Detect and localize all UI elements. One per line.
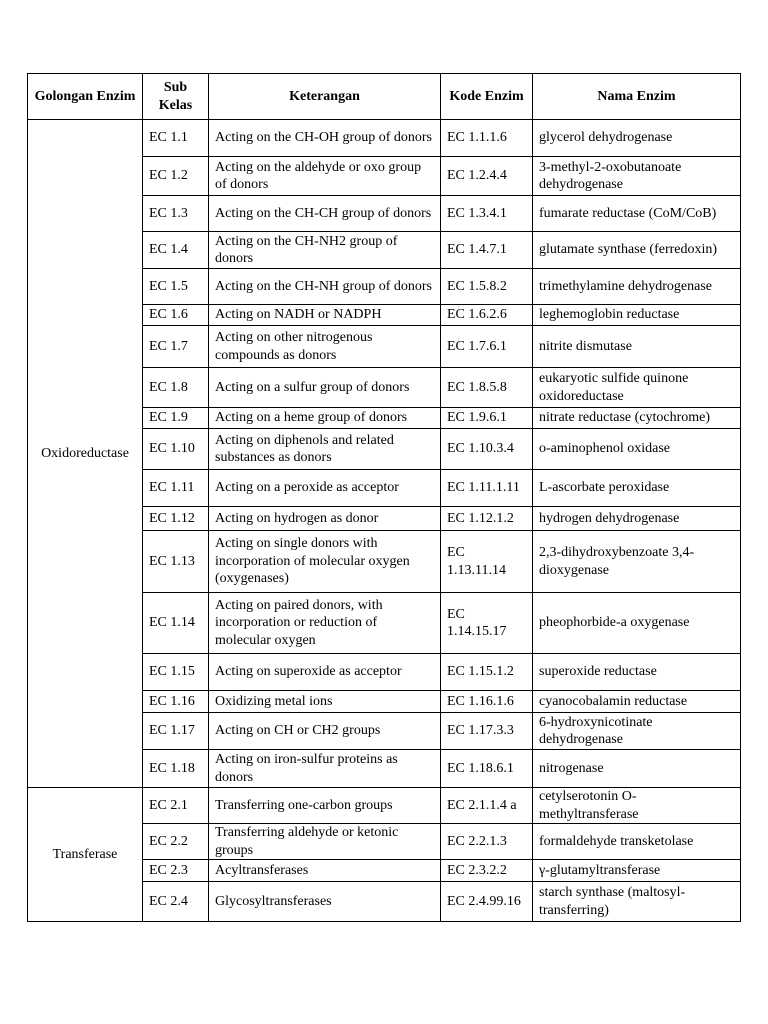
sub-kelas-cell: EC 1.1 [143, 120, 209, 157]
kode-enzim-cell: EC 1.16.1.6 [441, 691, 533, 713]
sub-kelas-cell: EC 1.14 [143, 593, 209, 654]
kode-enzim-cell: EC 1.14.15.17 [441, 593, 533, 654]
keterangan-cell: Acting on a peroxide as acceptor [209, 470, 441, 507]
nama-enzim-cell: glycerol dehydrogenase [533, 120, 741, 157]
keterangan-cell: Acting on diphenols and related substances as donors [209, 429, 441, 470]
keterangan-cell: Oxidizing metal ions [209, 691, 441, 713]
nama-enzim-cell: cetylserotonin O-methyltransferase [533, 788, 741, 824]
keterangan-cell: Acting on a heme group of donors [209, 408, 441, 429]
keterangan-cell: Transferring aldehyde or ketonic groups [209, 824, 441, 860]
keterangan-cell: Acting on hydrogen as donor [209, 507, 441, 531]
kode-enzim-cell: EC 2.4.99.16 [441, 882, 533, 922]
kode-enzim-cell: EC 1.12.1.2 [441, 507, 533, 531]
keterangan-cell: Acting on the aldehyde or oxo group of donors [209, 157, 441, 196]
keterangan-cell: Acting on the CH-CH group of donors [209, 196, 441, 232]
sub-kelas-cell: EC 1.12 [143, 507, 209, 531]
keterangan-cell: Acting on the CH-NH2 group of donors [209, 232, 441, 269]
nama-enzim-cell: pheophorbide-a oxygenase [533, 593, 741, 654]
kode-enzim-cell: EC 1.1.1.6 [441, 120, 533, 157]
enzyme-classification-table [27, 73, 741, 922]
sub-kelas-cell: EC 1.6 [143, 305, 209, 326]
sub-kelas-cell: EC 1.15 [143, 654, 209, 691]
kode-enzim-cell: EC 1.6.2.6 [441, 305, 533, 326]
header-golongan-enzim: Golongan Enzim [28, 74, 143, 120]
sub-kelas-cell: EC 2.1 [143, 788, 209, 824]
kode-enzim-cell: EC 2.1.1.4 a [441, 788, 533, 824]
sub-kelas-cell: EC 1.2 [143, 157, 209, 196]
header-keterangan: Keterangan [209, 74, 441, 120]
header-sub-kelas: Sub Kelas [143, 74, 209, 120]
sub-kelas-cell: EC 1.13 [143, 531, 209, 593]
nama-enzim-cell: hydrogen dehydrogenase [533, 507, 741, 531]
kode-enzim-cell: EC 1.4.7.1 [441, 232, 533, 269]
keterangan-cell: Acting on other nitrogenous compounds as donors [209, 326, 441, 368]
sub-kelas-cell: EC 1.3 [143, 196, 209, 232]
keterangan-cell: Acting on iron-sulfur proteins as donors [209, 750, 441, 788]
nama-enzim-cell: 6-hydroxynicotinate dehydrogenase [533, 713, 741, 750]
nama-enzim-cell: leghemoglobin reductase [533, 305, 741, 326]
group-name-cell: Transferase [28, 788, 143, 922]
keterangan-cell: Acting on paired donors, with incorporation or reduction of molecular oxygen [209, 593, 441, 654]
kode-enzim-cell: EC 2.2.1.3 [441, 824, 533, 860]
keterangan-cell: Acting on a sulfur group of donors [209, 368, 441, 408]
keterangan-cell: Transferring one-carbon groups [209, 788, 441, 824]
kode-enzim-cell: EC 1.8.5.8 [441, 368, 533, 408]
nama-enzim-cell: cyanocobalamin reductase [533, 691, 741, 713]
kode-enzim-cell: EC 1.2.4.4 [441, 157, 533, 196]
sub-kelas-cell: EC 1.9 [143, 408, 209, 429]
header-nama-enzim: Nama Enzim [533, 74, 741, 120]
keterangan-cell: Acyltransferases [209, 860, 441, 882]
nama-enzim-cell: 3-methyl-2-oxobutanoate dehydrogenase [533, 157, 741, 196]
group-name-cell: Oxidoreductase [28, 120, 143, 788]
sub-kelas-cell: EC 1.16 [143, 691, 209, 713]
sub-kelas-cell: EC 1.18 [143, 750, 209, 788]
keterangan-cell: Acting on the CH-NH group of donors [209, 269, 441, 305]
kode-enzim-cell: EC 1.7.6.1 [441, 326, 533, 368]
kode-enzim-cell: EC 1.9.6.1 [441, 408, 533, 429]
nama-enzim-cell: 2,3-dihydroxybenzoate 3,4-dioxygenase [533, 531, 741, 593]
nama-enzim-cell: nitrite dismutase [533, 326, 741, 368]
sub-kelas-cell: EC 1.10 [143, 429, 209, 470]
nama-enzim-cell: o-aminophenol oxidase [533, 429, 741, 470]
kode-enzim-cell: EC 2.3.2.2 [441, 860, 533, 882]
sub-kelas-cell: EC 1.11 [143, 470, 209, 507]
nama-enzim-cell: γ-glutamyltransferase [533, 860, 741, 882]
sub-kelas-cell: EC 1.4 [143, 232, 209, 269]
kode-enzim-cell: EC 1.15.1.2 [441, 654, 533, 691]
keterangan-cell: Glycosyltransferases [209, 882, 441, 922]
table-row [28, 788, 741, 824]
table-body [28, 120, 741, 922]
kode-enzim-cell: EC 1.11.1.11 [441, 470, 533, 507]
header-kode-enzim: Kode Enzim [441, 74, 533, 120]
nama-enzim-cell: L-ascorbate peroxidase [533, 470, 741, 507]
kode-enzim-cell: EC 1.13.11.14 [441, 531, 533, 593]
nama-enzim-cell: starch synthase (maltosyl-transferring) [533, 882, 741, 922]
nama-enzim-cell: nitrate reductase (cytochrome) [533, 408, 741, 429]
kode-enzim-cell: EC 1.10.3.4 [441, 429, 533, 470]
sub-kelas-cell: EC 1.8 [143, 368, 209, 408]
nama-enzim-cell: glutamate synthase (ferredoxin) [533, 232, 741, 269]
keterangan-cell: Acting on single donors with incorporation of molecular oxygen (oxygenases) [209, 531, 441, 593]
kode-enzim-cell: EC 1.17.3.3 [441, 713, 533, 750]
sub-kelas-cell: EC 2.2 [143, 824, 209, 860]
keterangan-cell: Acting on the CH-OH group of donors [209, 120, 441, 157]
sub-kelas-cell: EC 1.5 [143, 269, 209, 305]
sub-kelas-cell: EC 1.7 [143, 326, 209, 368]
kode-enzim-cell: EC 1.5.8.2 [441, 269, 533, 305]
sub-kelas-cell: EC 2.3 [143, 860, 209, 882]
kode-enzim-cell: EC 1.18.6.1 [441, 750, 533, 788]
sub-kelas-cell: EC 1.17 [143, 713, 209, 750]
nama-enzim-cell: eukaryotic sulfide quinone oxidoreductase [533, 368, 741, 408]
nama-enzim-cell: superoxide reductase [533, 654, 741, 691]
nama-enzim-cell: formaldehyde transketolase [533, 824, 741, 860]
nama-enzim-cell: fumarate reductase (CoM/CoB) [533, 196, 741, 232]
header-row [28, 74, 741, 120]
nama-enzim-cell: trimethylamine dehydrogenase [533, 269, 741, 305]
table-row [28, 120, 741, 157]
kode-enzim-cell: EC 1.3.4.1 [441, 196, 533, 232]
keterangan-cell: Acting on CH or CH2 groups [209, 713, 441, 750]
keterangan-cell: Acting on superoxide as acceptor [209, 654, 441, 691]
nama-enzim-cell: nitrogenase [533, 750, 741, 788]
keterangan-cell: Acting on NADH or NADPH [209, 305, 441, 326]
sub-kelas-cell: EC 2.4 [143, 882, 209, 922]
